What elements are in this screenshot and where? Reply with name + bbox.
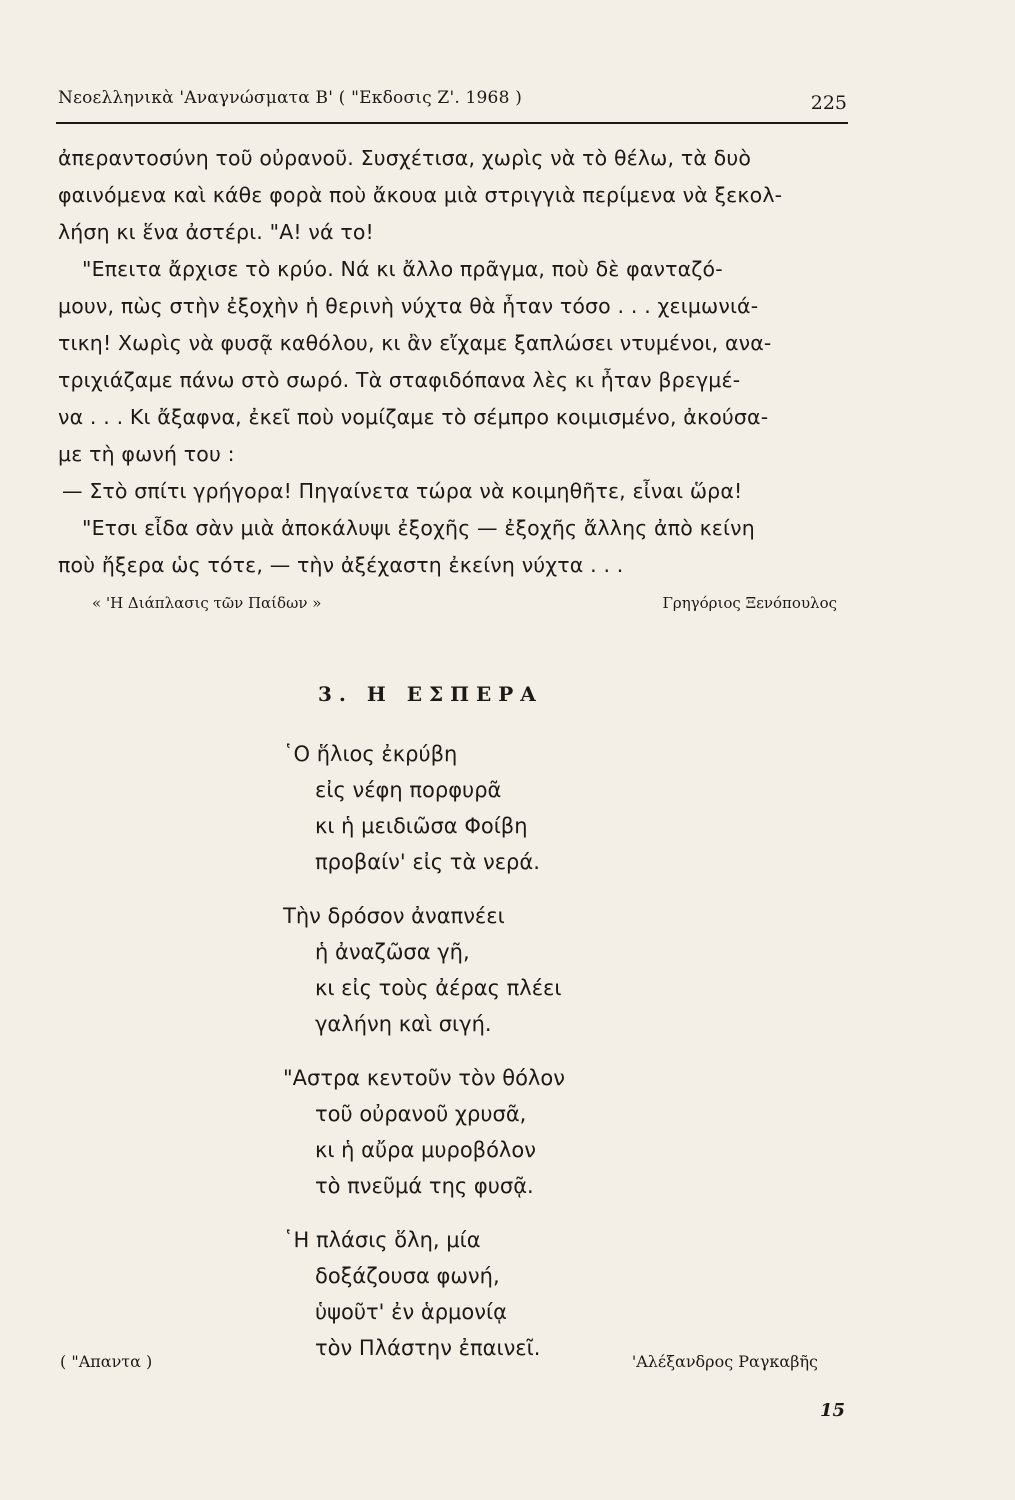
prose-line: ἀπεραντοσύνη τοῦ οὐρανοῦ. Συσχέτισα, χωρὶς νὰ τὸ θέλω, τὰ δυὸ bbox=[58, 146, 752, 170]
poem-stanza bbox=[283, 898, 565, 1042]
poem-verse: τὸν Πλάστην ἐπαινεῖ. bbox=[315, 1336, 541, 1360]
poem-verse: δοξάζουσα φωνή, bbox=[315, 1264, 500, 1288]
prose-block bbox=[58, 140, 858, 584]
poem-verse: ἡ ἀναζῶσα γῆ, bbox=[315, 940, 470, 964]
poem-verse: προβαίν' εἰς τὰ νερά. bbox=[315, 850, 540, 874]
poem-verse: ὑψοῦτ' ἐν ἁρμονίᾳ bbox=[315, 1300, 507, 1324]
poem bbox=[283, 736, 565, 1384]
poem-verse: κι ἡ μειδιῶσα Φοίβη bbox=[315, 814, 528, 838]
prose-line: "Ετσι εἶδα σὰν μιὰ ἀποκάλυψι ἐξοχῆς — ἐξοχῆς ἄλλης ἀπὸ κείνη bbox=[82, 516, 755, 540]
prose-line: να . . . Κι ἄξαφνα, ἐκεῖ ποὺ νομίζαμε τὸ σέμπρο κοιμισμένο, ἀκούσα- bbox=[58, 405, 769, 429]
excerpt-author: Γρηγόριος Ξενόπουλος bbox=[662, 594, 837, 612]
poem-verse: κι εἰς τοὺς ἀέρας πλέει bbox=[315, 976, 562, 1000]
poem-verse: Τὴν δρόσον ἀναπνέει bbox=[283, 904, 505, 928]
poem-source: ( "Απαντα ) bbox=[60, 1352, 153, 1371]
excerpt-source: « 'Η Διάπλασις τῶν Παίδων » bbox=[92, 594, 322, 612]
poem-verse: τοῦ οὐρανοῦ χρυσᾶ, bbox=[315, 1102, 527, 1126]
prose-line: — Στὸ σπίτι γρήγορα! Πηγαίνετα τώρα νὰ κοιμηθῆτε, εἶναι ὥρα! bbox=[62, 479, 743, 503]
prose-line: λήση κι ἕνα ἀστέρι. "Α! νά το! bbox=[58, 220, 374, 244]
poem-verse: ῾Η πλάσις ὅλη, μία bbox=[283, 1228, 481, 1252]
poem-verse: κι ἡ αὔρα μυροβόλον bbox=[315, 1138, 536, 1162]
page-number: 225 bbox=[810, 92, 847, 114]
poem-stanza bbox=[283, 1060, 565, 1204]
prose-line: μουν, πὼς στὴν ἐξοχὴν ἡ θερινὴ νύχτα θὰ ἦταν τόσο . . . χειμωνιά- bbox=[58, 294, 759, 318]
prose-line: "Επειτα ἄρχισε τὸ κρύο. Νά κι ἄλλο πρᾶγμα, ποὺ δὲ φανταζό- bbox=[82, 257, 723, 281]
prose-line: φαινόμενα καὶ κάθε φορὰ ποὺ ἄκουα μιὰ στριγγιὰ περίμενα νὰ ξεκολ- bbox=[58, 183, 783, 207]
poem-verse: εἰς νέφη πορφυρᾶ bbox=[315, 778, 502, 802]
poem-stanza bbox=[283, 736, 565, 880]
prose-line: τικη! Χωρὶς νὰ φυσᾷ καθόλου, κι ἂν εἴχαμε ξαπλώσει ντυμένοι, ανα- bbox=[58, 331, 772, 355]
poem-stanza bbox=[283, 1222, 565, 1366]
section-title: 3. Η ΕΣΠΕΡΑ bbox=[318, 682, 543, 706]
poem-verse: τὸ πνεῦμά της φυσᾷ. bbox=[315, 1174, 534, 1198]
prose-line: με τὴ φωνή του : bbox=[58, 442, 235, 466]
poem-verse: γαλήνη καὶ σιγή. bbox=[315, 1012, 492, 1036]
signature-mark: 15 bbox=[819, 1400, 845, 1421]
poem-verse: ῾Ο ἥλιος ἐκρύβη bbox=[283, 742, 458, 766]
prose-line: τριχιάζαμε πάνω στὸ σωρό. Τὰ σταφιδόπανα λὲς κι ἦταν βρεγμέ- bbox=[58, 368, 741, 392]
running-title: Νεοελληνικὰ 'Αναγνώσματα Β' ( "Εκδοσις Ζ'. 1968 ) bbox=[58, 88, 523, 108]
poem-author: 'Αλέξανδρος Ραγκαβῆς bbox=[631, 1352, 818, 1371]
poem-verse: "Αστρα κεντοῦν τὸν θόλον bbox=[283, 1066, 565, 1090]
prose-line: ποὺ ἤξερα ὡς τότε, — τὴν ἀξέχαστη ἐκείνη νύχτα . . . bbox=[58, 553, 624, 577]
header-rule bbox=[56, 122, 848, 124]
